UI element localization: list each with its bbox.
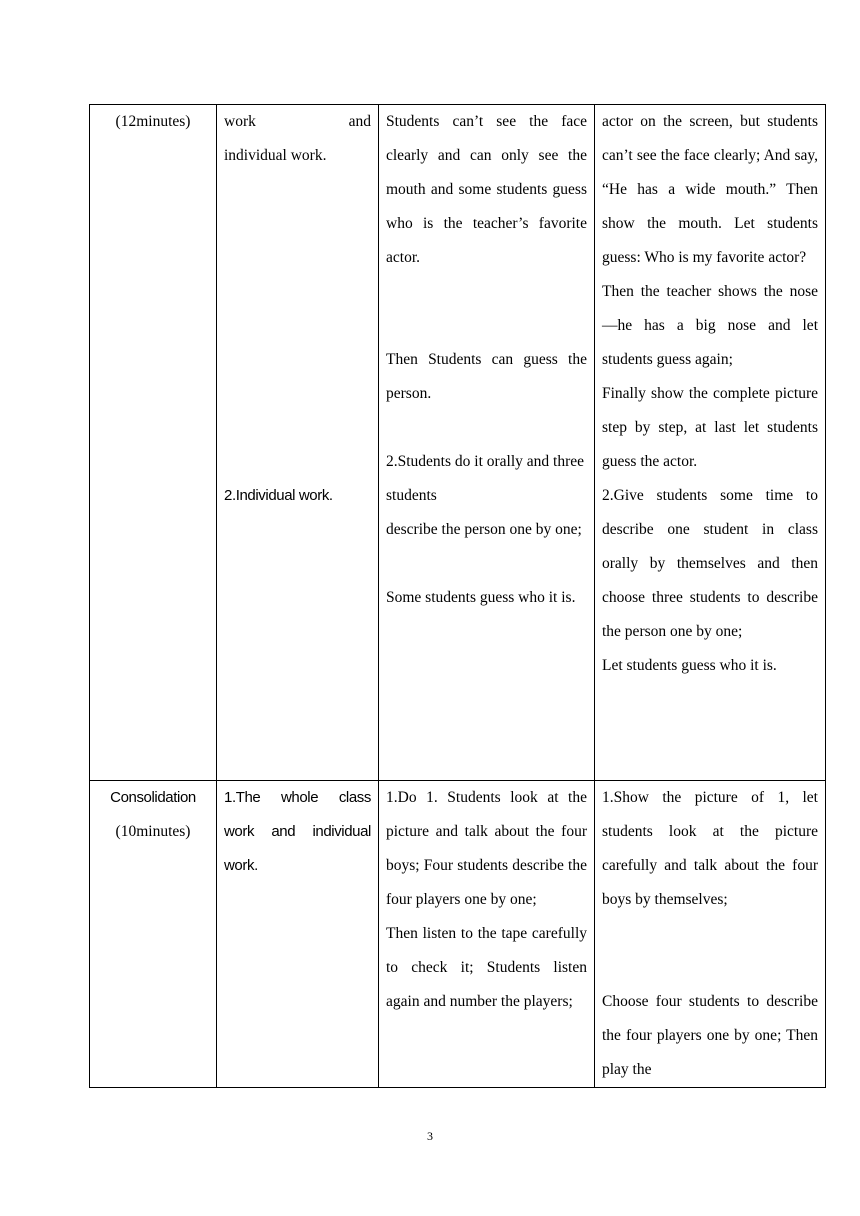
mode-text: work and [224,113,371,130]
student-activity-cell [379,105,595,781]
stage-time: (10minutes) [115,823,191,840]
student-activity: Then Students can guess the person. [386,351,587,402]
mode-text: individual work. [224,147,327,164]
mode-text: 1.The whole class work and individual work. [224,789,371,874]
student-activity: Some students guess who it is. [386,589,576,606]
teacher-activity: Choose four students to describe the four players one by one; Then play the [602,993,818,1078]
table-row [90,105,826,781]
teacher-activity: actor on the screen, but students can’t see the face clearly; And say, “He has a wide mouth.” Then show the mouth. Let students guess: Who is my favorite actor? [602,113,818,266]
mode-text: 2.Individual work. [224,487,333,504]
student-activity: describe the person one by one; [386,521,582,538]
student-activity-cell [379,781,595,1088]
mode-cell [217,781,379,1088]
student-activity: Then listen to the tape carefully to check it; Students listen again and number the players; [386,925,587,1010]
mode-cell [217,105,379,781]
teacher-activity: Finally show the complete picture step by step, at last let students guess the actor. [602,385,818,470]
teacher-activity: 2.Give students some time to describe one student in class orally by themselves and then choose three students to describe the person one by one; [602,487,818,640]
table-row [90,781,826,1088]
student-activity: 1.Do 1. Students look at the picture and talk about the four boys; Four students describe the four players one by one; [386,789,587,908]
stage-time: (12minutes) [115,113,191,130]
teacher-activity-cell [595,781,826,1088]
lesson-plan-table [89,104,826,1088]
stage-name: Consolidation [110,789,196,806]
student-activity: 2.Students do it orally and three students [386,453,585,504]
teacher-activity: Let students guess who it is. [602,657,777,674]
stage-cell [90,105,217,781]
teacher-activity-cell [595,105,826,781]
student-activity: Students can’t see the face clearly and can only see the mouth and some students guess who is the teacher’s favorite actor. [386,113,587,266]
page-number: 3 [427,1129,433,1143]
stage-cell [90,781,217,1088]
teacher-activity: 1.Show the picture of 1, let students look at the picture carefully and talk about the four boys by themselves; [602,789,818,908]
teacher-activity: Then the teacher shows the nose—he has a big nose and let students guess again; [602,283,818,368]
